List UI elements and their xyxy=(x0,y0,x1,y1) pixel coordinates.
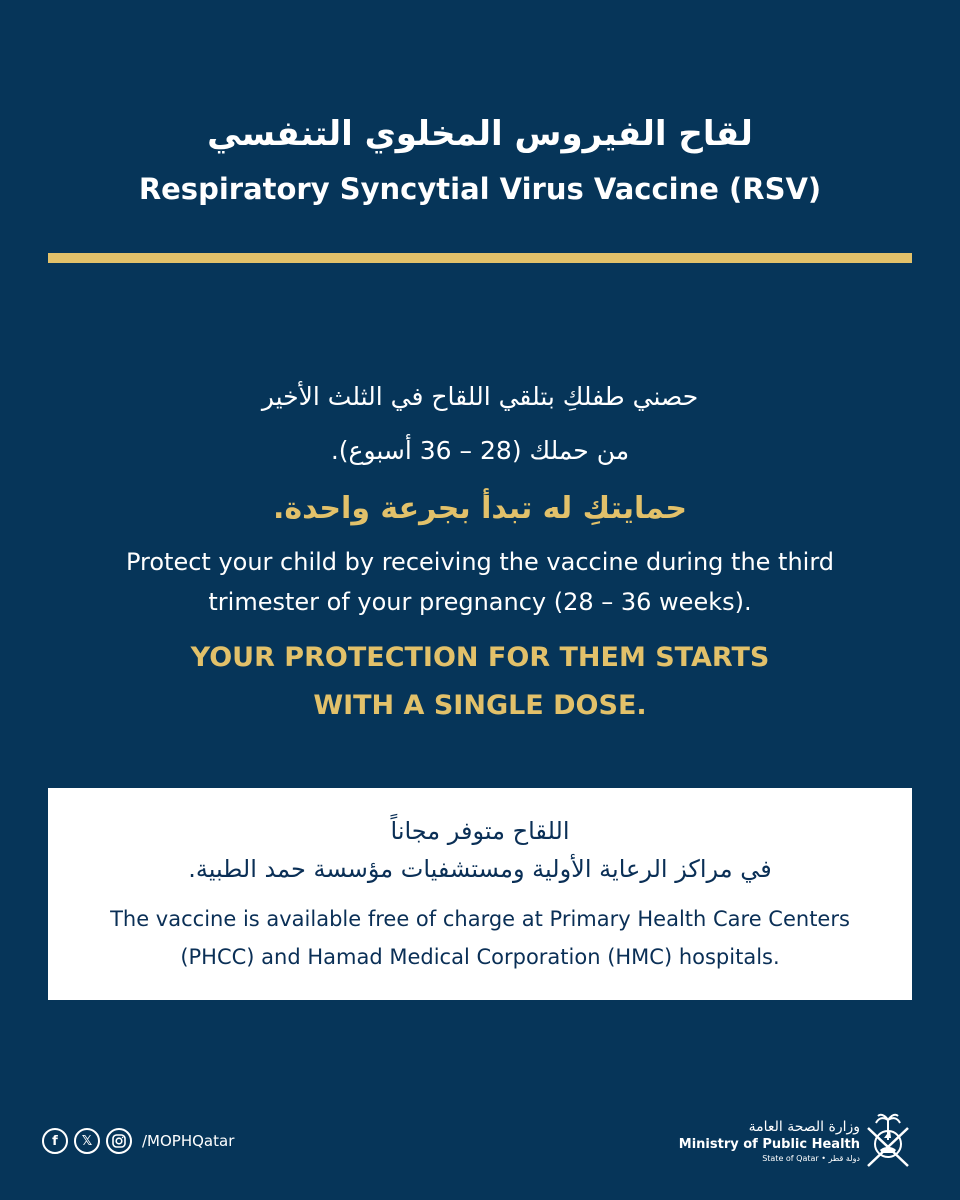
social-handle[interactable]: /MOPHQatar xyxy=(142,1132,235,1150)
english-highlight xyxy=(0,634,960,730)
instagram-icon[interactable] xyxy=(106,1128,132,1154)
availability-box xyxy=(48,788,912,1000)
availability-arabic-line-1: اللقاح متوفر مجاناً xyxy=(390,817,570,845)
availability-arabic-line-2: في مراكز الرعاية الأولية ومستشفيات مؤسسة حمد الطبية. xyxy=(188,855,772,883)
qatar-emblem-icon xyxy=(864,1106,912,1170)
availability-english xyxy=(48,900,912,976)
facebook-icon[interactable]: f xyxy=(42,1128,68,1154)
arabic-highlight: حمايتكِ له تبدأ بجرعة واحدة. xyxy=(272,491,688,526)
availability-english-line-2: (PHCC) and Hamad Medical Corporation (HMC) hospitals. xyxy=(180,945,780,969)
english-message-line-1: Protect your child by receiving the vaccine during the third xyxy=(125,548,835,576)
ministry-name-english: Ministry of Public Health xyxy=(678,1137,860,1152)
availability-english-line-1: The vaccine is available free of charge at Primary Health Care Centers xyxy=(110,907,850,931)
instagram-glyph xyxy=(112,1134,126,1148)
arabic-message-line-1: حصني طفلكِ بتلقي اللقاح في الثلث الأخير xyxy=(261,382,699,411)
english-highlight-line-1: YOUR PROTECTION FOR THEM STARTS xyxy=(190,642,770,673)
ministry-logo-text xyxy=(679,1118,860,1165)
english-message-line-2: trimester of your pregnancy (28 – 36 weeks). xyxy=(208,588,752,616)
social-links xyxy=(42,1126,234,1156)
main-message xyxy=(0,370,960,730)
gold-divider xyxy=(48,253,912,263)
header xyxy=(0,108,960,214)
title-arabic: لقاح الفيروس المخلوي التنفسي xyxy=(207,114,753,154)
title-english: Respiratory Syncytial Virus Vaccine (RSV) xyxy=(138,172,822,206)
state-of-qatar: State of Qatar • دولة قطر xyxy=(762,1154,860,1163)
english-highlight-line-2: WITH A SINGLE DOSE. xyxy=(313,690,647,721)
x-icon[interactable]: 𝕏 xyxy=(74,1128,100,1154)
arabic-message-line-2: من حملك (28 – 36 أسبوع). xyxy=(330,436,630,465)
ministry-name-arabic: وزارة الصحة العامة xyxy=(748,1119,860,1135)
